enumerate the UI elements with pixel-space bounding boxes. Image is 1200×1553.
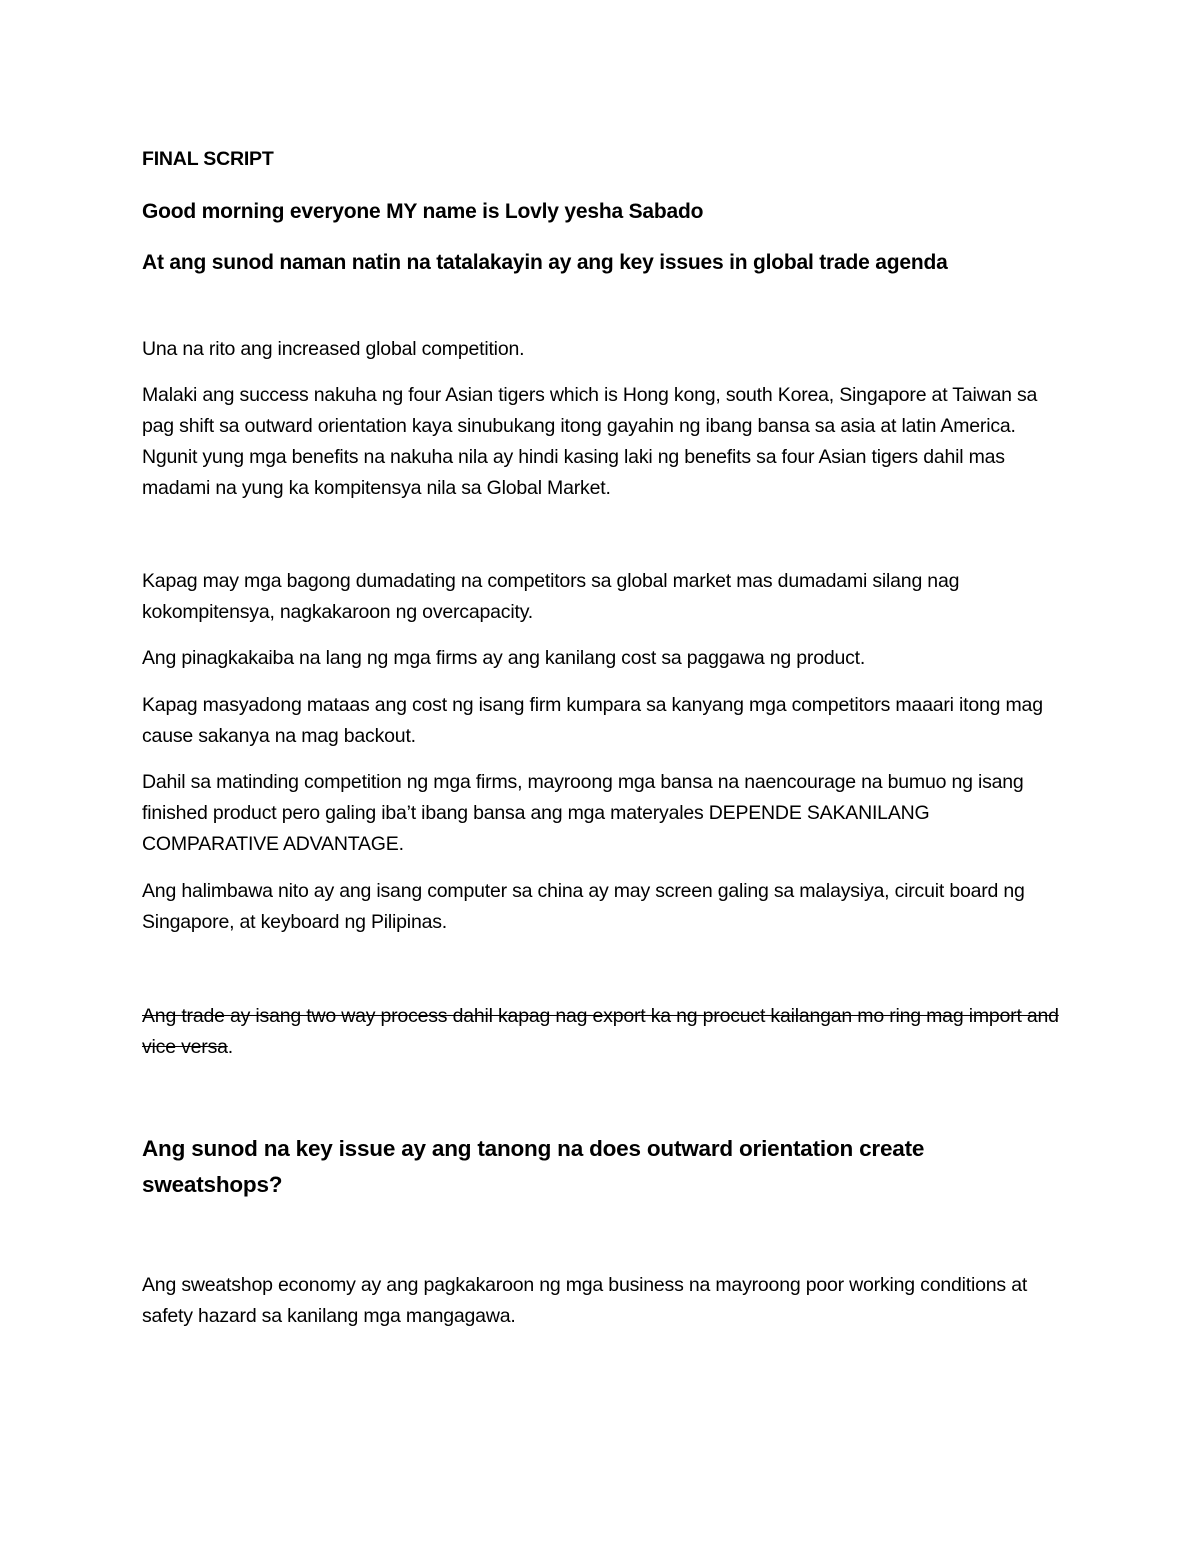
sweatshop-heading: Ang sunod na key issue ay ang tanong na does outward orientation create sweatshops? bbox=[142, 1136, 925, 1197]
paragraph-sweatshop-economy: Ang sweatshop economy ay ang pagkakaroon ng mga business na mayroong poor working conditions at safety hazard sa kanilang mga mangagawa. bbox=[142, 1274, 1028, 1327]
struck-text: Ang trade ay isang two way process dahil kapag nag export ka ng procuct kailangan mo ring mag import and vice versa bbox=[142, 1005, 1059, 1058]
greeting-heading: Good morning everyone MY name is Lovly yesha Sabado bbox=[142, 200, 704, 223]
paragraph-new-competitors: Kapag may mga bagong dumadating na competitors sa global market mas dumadami silang nag kokompitensya, nagkakaroon ng overcapacity. bbox=[142, 570, 960, 623]
paragraph-increased-competition: Una na rito ang increased global competition. bbox=[142, 338, 525, 360]
paragraph-computer-example: Ang halimbawa nito ay ang isang computer sa china ay may screen galing sa malaysiya, circuit board ng Singapore, at keyboard ng Pilipinas. bbox=[142, 880, 1025, 933]
paragraph-asian-tigers: Malaki ang success nakuha ng four Asian tigers which is Hong kong, south Korea, Singapore at Taiwan sa pag shift sa outward orientation kaya sinubukang itong gayahin ng ibang bansa sa asia at latin America. Ngunit yung mga benefits na nakuha nila ay hindi kasing laki ng benefits sa four Asian tigers dahil mas madami na yung ka kompitensya nila sa Global Market. bbox=[142, 384, 1038, 499]
paragraph-high-cost: Kapag masyadong mataas ang cost ng isang firm kumpara sa kanyang mga competitors maaari itong mag cause sakanya na mag backout. bbox=[142, 694, 1043, 747]
intro-heading: At ang sunod naman natin na tatalakayin ay ang key issues in global trade agenda bbox=[142, 251, 948, 274]
paragraph-firm-cost: Ang pinagkakaiba na lang ng mga firms ay ang kanilang cost sa paggawa ng product. bbox=[142, 647, 866, 669]
document-title: FINAL SCRIPT bbox=[142, 148, 274, 170]
paragraph-comparative-advantage: Dahil sa matinding competition ng mga firms, mayroong mga bansa na naencourage na bumuo ng isang finished product pero galing iba’t ibang bansa ang mga materyales DEPENDE SAKANILANG COMPARATIVE ADVANTAGE. bbox=[142, 771, 1024, 855]
paragraph-struck-two-way-trade bbox=[142, 1001, 1062, 1063]
struck-paragraph-period: . bbox=[227, 1036, 233, 1058]
